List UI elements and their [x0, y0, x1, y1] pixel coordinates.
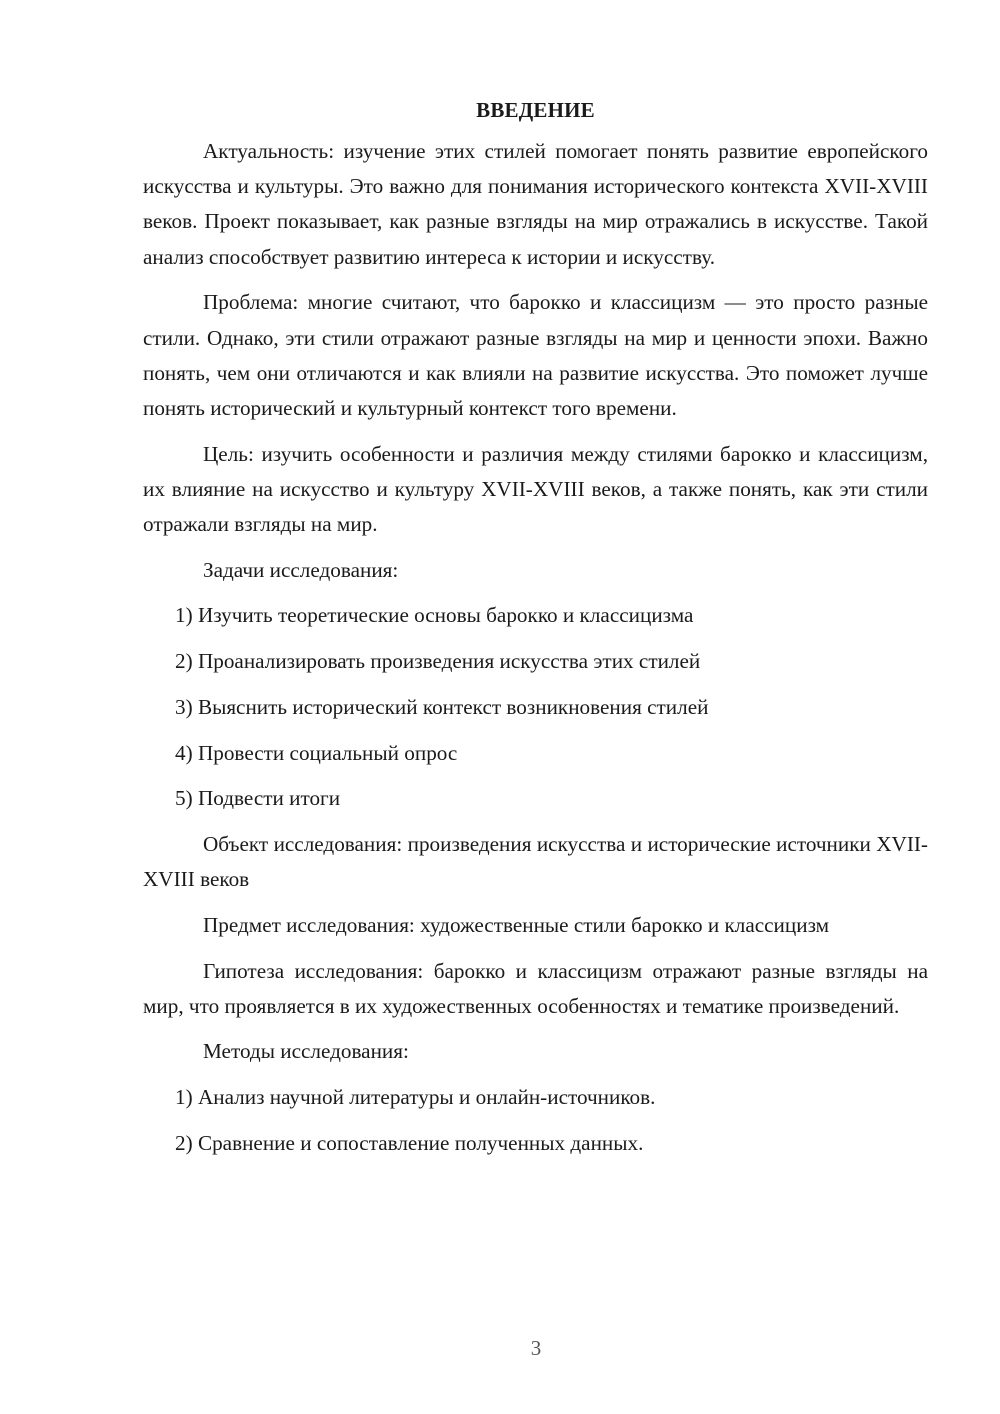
- page-title: ВВЕДЕНИЕ: [476, 98, 595, 122]
- methods-heading: Методы исследования:: [203, 1039, 409, 1064]
- hypothesis-paragraph: Гипотеза исследования: барокко и классицизм отражают разные взгляды на мир, что проявляется в их художественных особенностях и тематике произведений.: [143, 958, 928, 1018]
- object-paragraph: Объект исследования: произведения искусства и исторические источники XVII-XVIII веков: [143, 831, 928, 892]
- relevance-paragraph: Актуальность: изучение этих стилей помогает понять развитие европейского искусства и культуры. Это важно для понимания исторического контекста XVII-XVIII веков. Проект показывает, как разные взгляды на мир отражались в искусстве. Такой анализ способствует развитию интереса к истории и искусству.: [143, 139, 928, 269]
- page-number: 3: [530, 1336, 542, 1360]
- problem-paragraph: Проблема: многие считают, что барокко и классицизм — это просто разные стили. Однако, эти стили отражают разные взгляды на мир и ценности эпохи. Важно понять, чем они отличаются и как влияли на развитие искусства. Это поможет лучше понять исторический и культурный контекст того времени.: [143, 290, 928, 420]
- list-item: 1) Анализ научной литературы и онлайн-источников.: [175, 1085, 656, 1110]
- list-item: 5) Подвести итоги: [175, 786, 341, 811]
- subject-paragraph: Предмет исследования: художественные стили барокко и классицизм: [203, 912, 830, 937]
- list-item: 2) Проанализировать произведения искусства этих стилей: [175, 649, 701, 674]
- list-item: 1) Изучить теоретические основы барокко и классицизма: [175, 603, 694, 628]
- document-page: [143, 96, 928, 1172]
- tasks-list: [143, 598, 928, 816]
- list-item: 4) Провести социальный опрос: [175, 740, 458, 765]
- goal-paragraph: Цель: изучить особенности и различия между стилями барокко и классицизм, их влияние на искусство и культуру XVII-XVIII веков, а также понять, как эти стили отражали взгляды на мир.: [143, 441, 928, 537]
- methods-list: [143, 1080, 928, 1161]
- list-item: 3) Выяснить исторический контекст возникновения стилей: [175, 694, 709, 719]
- tasks-heading: Задачи исследования:: [203, 557, 399, 582]
- list-item: 2) Сравнение и сопоставление полученных данных.: [175, 1130, 644, 1155]
